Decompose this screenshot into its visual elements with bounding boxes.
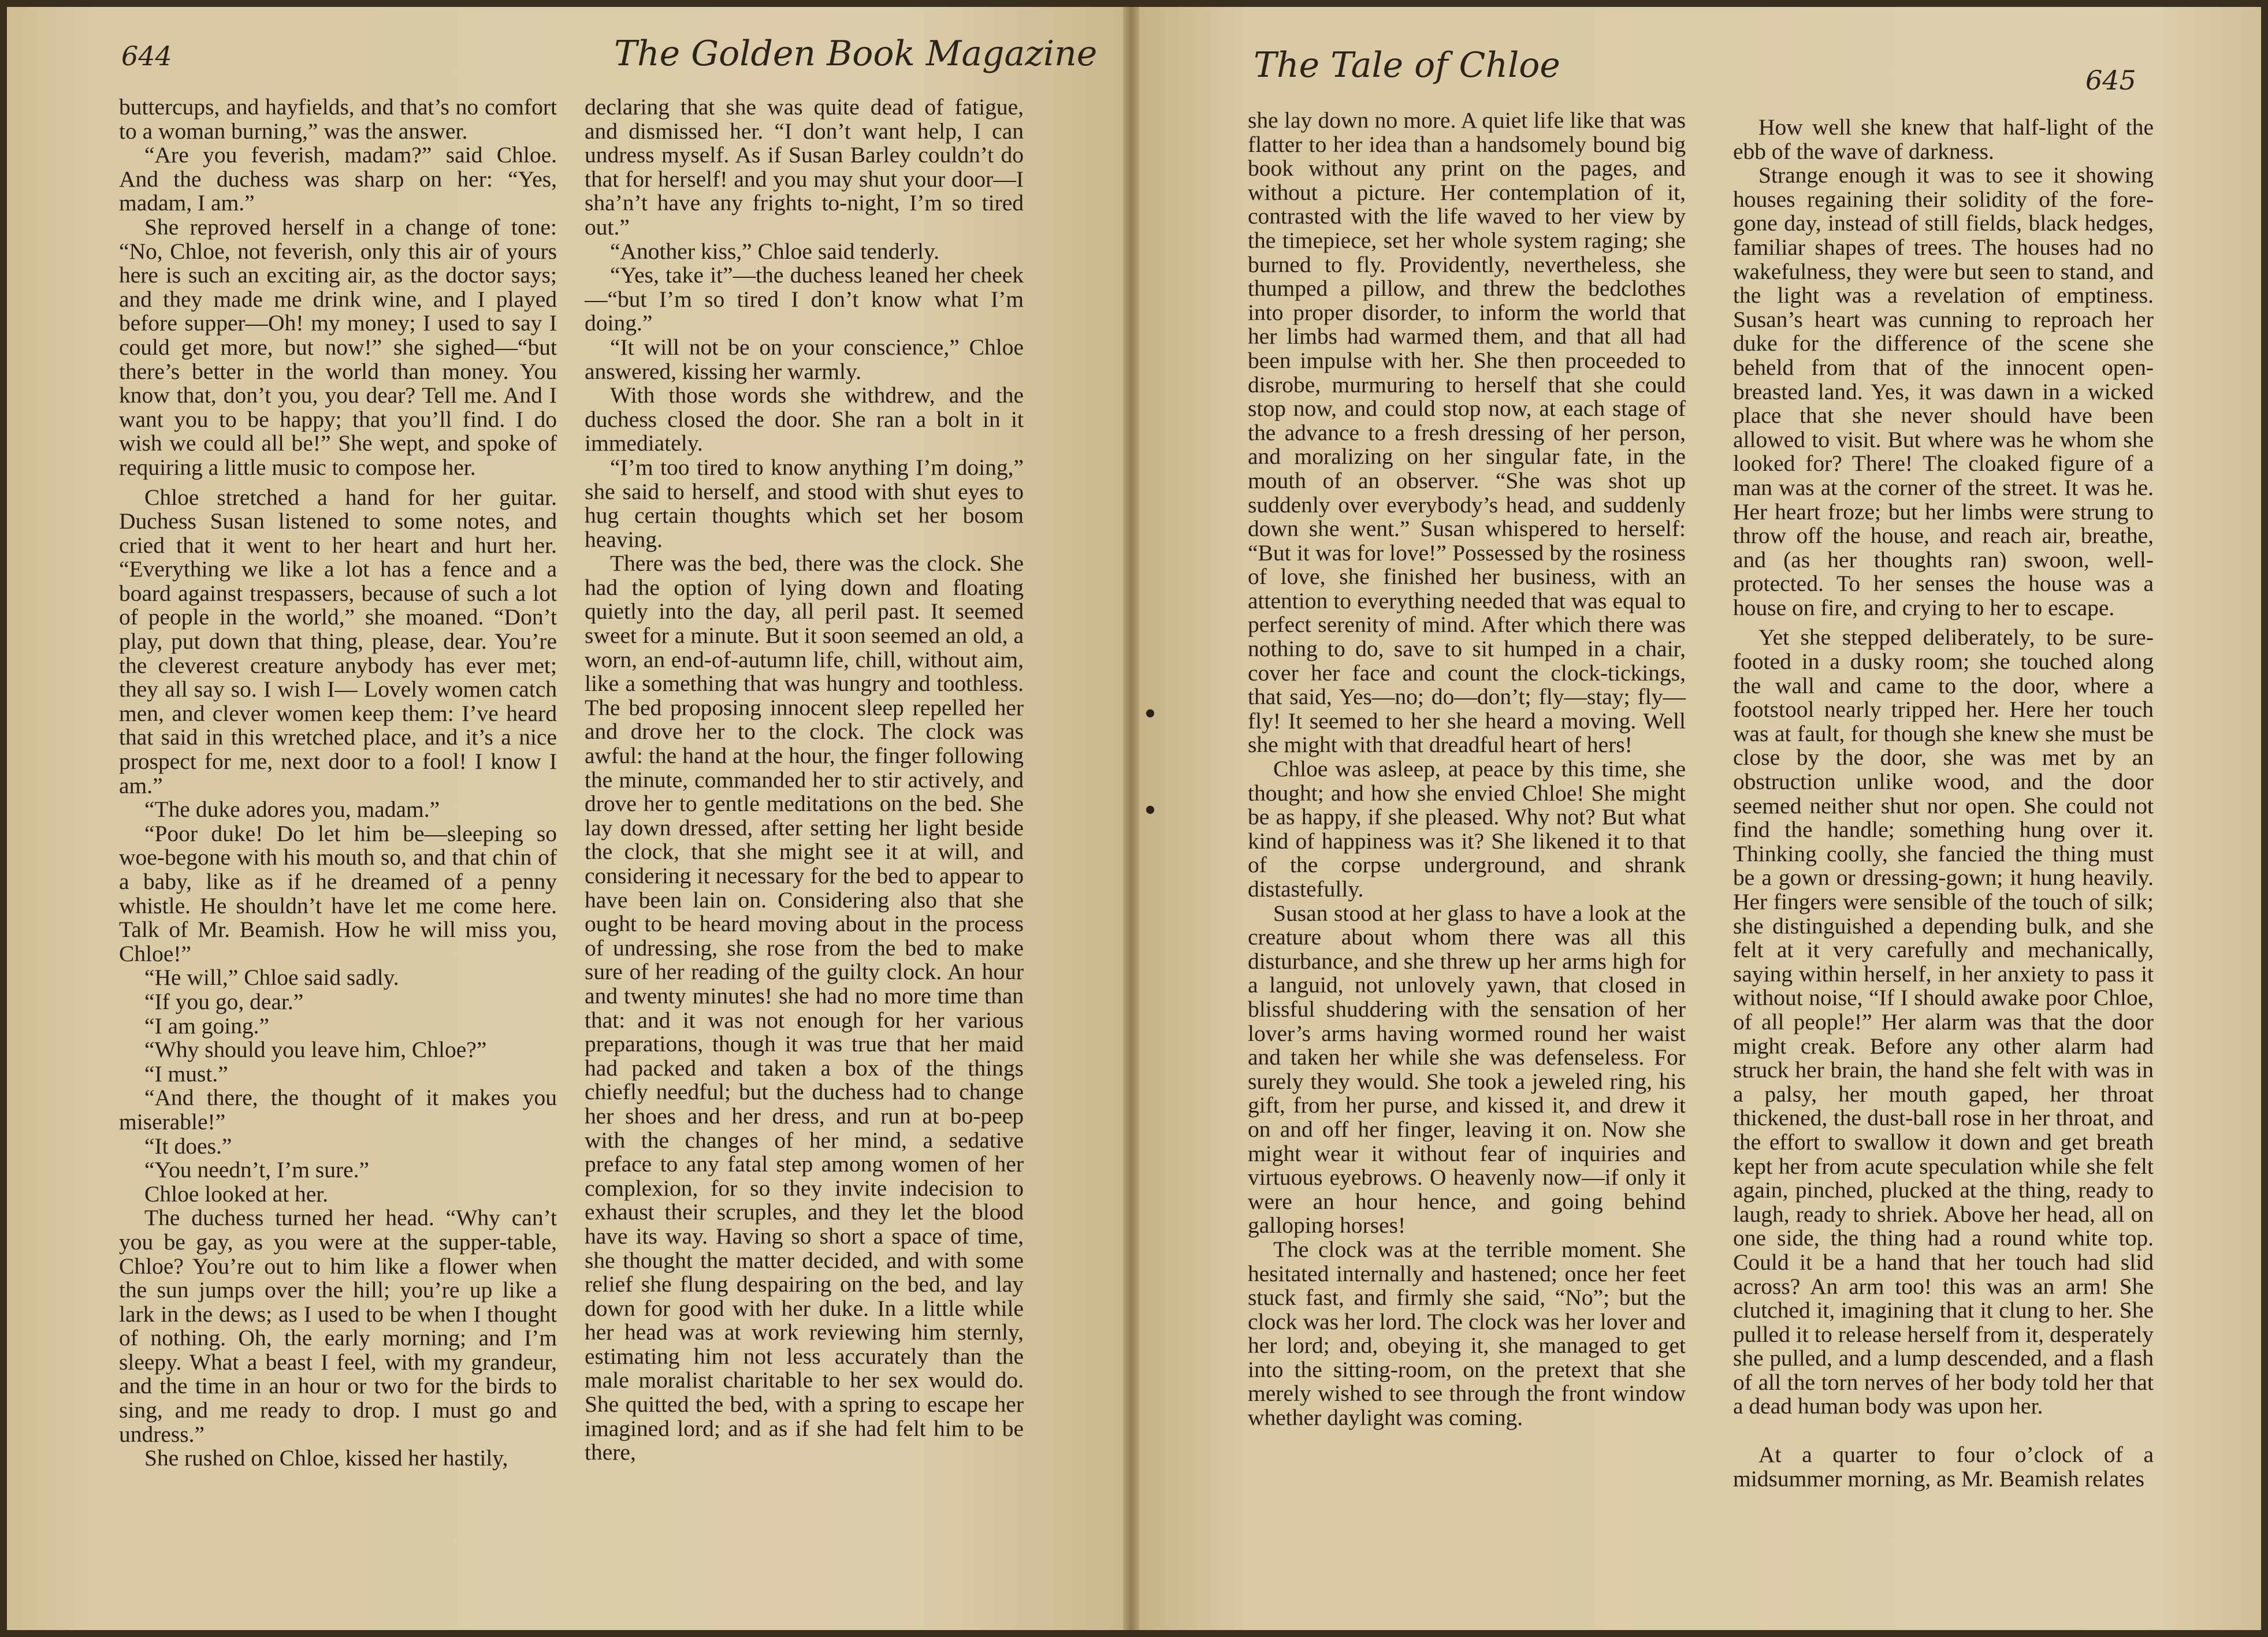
left-page-column-1 xyxy=(119,95,557,1471)
paragraph: With those words she withdrew, and the duchess closed the door. She ran a bolt in it immediately. xyxy=(585,382,1024,456)
paragraph: “You needn’t, I’m sure.” xyxy=(144,1157,370,1183)
paragraph: “The duke adores you, madam.” xyxy=(144,797,440,823)
paragraph: “I’m too tired to know anything I’m doing,” she said to herself, and stood with shut eyes to hug certain thoughts which set her bosom heaving. xyxy=(585,454,1024,552)
paragraph: “It will not be on your conscience,” Chloe answered, kissing her warmly. xyxy=(585,334,1024,384)
paragraph: The duchess turned her head. “Why can’t you be gay, as you were at the supper-table, Chloe? You’re out to him like a flower when the sun jumps over the hill; you’re up like a lark in the dews; as I used to be when I thought of nothing. Oh, the early morning; and I’m sleepy. What a beast I feel, with my grandeur, and the time in an hour or two for the birds to sing, and me ready to drop. I must go and undress.” xyxy=(119,1205,557,1447)
paragraph: Susan stood at her glass to have a look at the creature about whom there was all this disturbance, and she threw up her arms high for a languid, not unlovely yawn, that closed in blissful shuddering with the sensation of her lover’s arms having wormed round her waist and taken her while she was defenseless. For surely they would. She took a jeweled ring, his gift, from her purse, and kissed it, and drew it on and off her finger, leaving it on. Now she might wear it without fear of inquiries and virtuous eyebrows. O heavenly now—if only it were an hour hence, and going behind galloping horses! xyxy=(1248,900,1686,1238)
paragraph: “I must.” xyxy=(144,1061,228,1087)
running-title-left: The Golden Book Magazine xyxy=(614,34,1098,74)
left-page-column-2 xyxy=(585,95,1024,1465)
paragraph: “Another kiss,” Chloe said tenderly. xyxy=(610,238,940,264)
right-page-column-2 xyxy=(1733,116,2154,1491)
page-number-right: 645 xyxy=(2085,65,2136,96)
paragraph: buttercups, and hayfields, and that’s no comfort to a woman burning,” was the answer. xyxy=(119,94,557,144)
paragraph: “Are you feverish, madam?” said Chloe. And the duchess was sharp on her: “Yes, madam, I am.” xyxy=(119,142,557,216)
paragraph: she lay down no more. A quiet life like that was flatter to her idea than a handsomely bound big book without any print on the pages, and without a picture. Her contemplation of it, contrasted with the life waved to her view by the timepiece, set her whole system raging; she burned to fly. Providently, nevertheless, she thumped a pillow, and threw the bedclothes into proper disorder, to inform the world that her limbs had warmed them, and that all had been impulse with her. She then proceeded to disrobe, murmuring to herself that she could stop now, and could stop now, at each stage of the advance to a fresh dressing of her person, and moralizing on her singular fate, in the mouth of an observer. “She was shot up suddenly over everybody’s head, and suddenly down she went.” Susan whispered to herself: “But it was for love!” Possessed by the rosiness of love, she finished her business, with an attention to everything needed that was equal to perfect serenity of mind. After which there was nothing to do, save to sit humped in a chair, cover her face and count the clock-tickings, that said, Yes—no; do—don’t; fly—stay; fly—fly! It seemed to her she heard a moving. Well she might with that dreadful heart of hers! xyxy=(1248,107,1686,758)
paragraph: “I am going.” xyxy=(144,1013,270,1039)
paragraph: Chloe was asleep, at peace by this time, she thought; and how she envied Chloe! She might be as happy, if she pleased. Why not? But what kind of happiness was it? She likened it to that of the corpse underground, and shrank distastefully. xyxy=(1248,756,1686,902)
paragraph: “Why should you leave him, Chloe?” xyxy=(144,1037,487,1063)
paragraph: “If you go, dear.” xyxy=(144,988,304,1014)
paragraph: Chloe looked at her. xyxy=(144,1181,329,1207)
running-title-right: The Tale of Chloe xyxy=(1254,45,1560,85)
paragraph: Chloe stretched a hand for her guitar. Duchess Susan listened to some notes, and cried that it went to her heart and hurt her. “Everything we like a lot has a fence and a board against trespassers, because of such a lot of people in the world,” she moaned. “Don’t play, put down that thing, please, dear. You’re the cleverest creature anybody has ever met; they all say so. I wish I— Lovely women catch men, and clever women keep them: I’ve heard that said in this wretched place, and it’s a nice prospect for me, next door to a fool! I know I am.” xyxy=(119,484,557,798)
paragraph: She rushed on Chloe, kissed her hastily, xyxy=(144,1445,508,1471)
paragraph: How well she knew that half-light of the ebb of the wave of darkness. xyxy=(1733,114,2154,164)
paragraph: “It does.” xyxy=(144,1133,232,1159)
binding-stitch-bottom xyxy=(1146,806,1154,814)
book-gutter xyxy=(1123,7,1139,1630)
paragraph: “Poor duke! Do let him be—sleeping so woe-begone with his mouth so, and that chin of a baby, like as if he dreamed of a penny whistle. He shouldn’t have let me come here. Talk of Mr. Beamish. How he will miss you, Chloe!” xyxy=(119,820,557,966)
paragraph: There was the bed, there was the clock. She had the option of lying down and floating quietly into the day, all peril past. It seemed sweet for a minute. But it soon seemed an old, a worn, an end-of-autumn life, chill, without aim, like a something that was hungry and toothless. The bed proposing innocent sleep repelled her and drove her to the clock. The clock was awful: the hand at the hour, the finger following the minute, commanded her to stir actively, and drove her to gentle meditations on the bed. She lay down dressed, after setting her light beside the clock, that she might see it at will, and considering it necessary for the bed to appear to have been lain on. Considering also that she ought to be heard moving about in the process of undressing, she rose from the bed to make sure of her reading of the guilty clock. An hour and twenty minutes! she had no more time than that: and it was not enough for her various preparations, though it was true that her maid had packed and taken a box of the things chiefly needful; but the duchess had to change her shoes and her dress, and run at bo-peep with the changes of her mind, a sedative preface to any fatal step among women of her complexion, for so they invite indecision to exhaust their scruples, and they let the blood have its way. Having so short a space of time, she thought the matter decided, and with some relief she flung despairing on the bed, and lay down for good with her duke. In a little while her head was at work reviewing him sternly, estimating him not less accurately than the male moralist charitable to her sex would do. She quitted the bed, with a spring to escape her imagined lord; and as if she had felt him to be there, xyxy=(585,550,1024,1465)
paragraph: “Yes, take it”—the duchess leaned her cheek—“but I’m so tired I don’t know what I’m doing.” xyxy=(585,262,1024,336)
page-number-left: 644 xyxy=(121,40,172,72)
paragraph: The clock was at the terrible moment. She hesitated internally and hastened; once her feet stuck fast, and firmly she said, “No”; but the clock was her lord. The clock was her lover and her lord; and, obeying it, she managed to get into the sitting-room, on the pretext that she merely wished to see through the front window whether daylight was coming. xyxy=(1248,1236,1686,1431)
paragraph: Strange enough it was to see it showing houses regaining their solidity of the fore-gone day, instead of still fields, black hedges, familiar shapes of trees. The houses had no wakefulness, they were but seen to stand, and the light was a revelation of emptiness. Susan’s heart was cunning to reproach her duke for the difference of the scene she beheld from that of the innocent open-breasted land. Yes, it was dawn in a wicked place that she never should have been allowed to visit. But where was he whom she looked for? There! The cloaked figure of a man was at the corner of the street. It was he. Her heart froze; but her limbs were strung to throw off the house, and reach air, breathe, and (as her thoughts ran) swoon, well-protected. To her senses the house was a house on fire, and crying to her to escape. xyxy=(1733,162,2154,620)
paragraph: declaring that she was quite dead of fatigue, and dismissed her. “I don’t want help, I can undress myself. As if Susan Barley couldn’t do that for herself! and you may shut your door—I sha’n’t have any frights to-night, I’m so tired out.” xyxy=(585,94,1024,240)
paragraph: “He will,” Chloe said sadly. xyxy=(144,965,399,991)
paragraph: Yet she stepped deliberately, to be sure-footed in a dusky room; she touched along the wall and came to the door, where a footstool nearly tripped her. Here her touch was at fault, for though she knew she must be close by the door, she was met by an obstruction unlike wood, and the door seemed neither shut nor open. She could not find the handle; something hung over it. Thinking coolly, she fancied the thing must be a gown or dressing-gown; it hung heavily. Her fingers were sensible of the touch of silk; she distinguished a depending bulk, and she felt at it very carefully and mechanically, saying within herself, in her anxiety to pass it without noise, “If I should awake poor Chloe, of all people!” Her alarm was that the door might creak. Before any other alarm had struck her brain, the hand she felt with was in a palsy, her mouth gaped, her throat thickened, the dust-ball rose in her throat, and the effort to swallow it down and get breath kept her from acute speculation while she felt again, pinched, plucked at the thing, ready to laugh, ready to shriek. Above her head, all on one side, the thing had a round white top. Could it be a hand that her touch had slid across? An arm too! this was an arm! She clutched it, imagining that it clung to her. She pulled it to release herself from it, desperately she pulled, and a lump descended, and a flash of all the torn nerves of her body told her that a dead human body was upon her. xyxy=(1733,624,2154,1419)
paragraph: She reproved herself in a change of tone: “No, Chloe, not feverish, only this air of yours here is such an exciting air, as the doctor says; and they made me drink wine, and I played before supper—Oh! my money; I used to say I could get more, but now!” she sighed—“but there’s better in the world than money. You know that, don’t you, you dear? Tell me. And I want you to be happy; that you’ll find. I do wish we could all be!” She wept, and spoke of requiring a little music to compose her. xyxy=(119,214,557,480)
paragraph: At a quarter to four o’clock of a midsummer morning, as Mr. Beamish relates xyxy=(1733,1442,2154,1491)
paragraph: “And there, the thought of it makes you miserable!” xyxy=(119,1085,557,1134)
binding-stitch-top xyxy=(1146,709,1154,717)
right-page-column-1 xyxy=(1248,109,1686,1430)
